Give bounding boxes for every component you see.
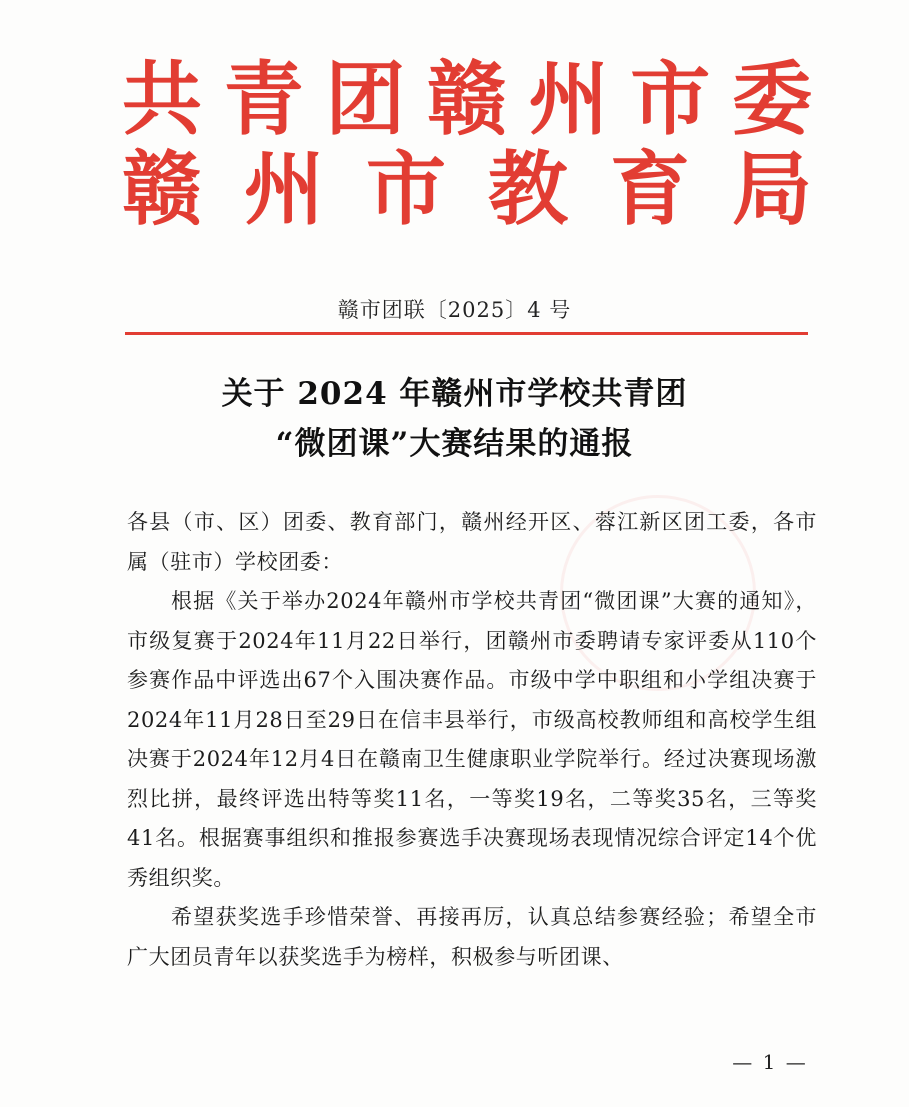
issuer-char: 委	[731, 53, 812, 146]
body-paragraph-1: 根据《关于举办2024年赣州市学校共青团“微团课”大赛的通知》，市级复赛于2024年11月22日举行，团赣州市委聘请专家评委从110个参赛作品中评选出67个入围决赛作品。市级中学中职组和小学组决赛于2024年11月28日至29日在信丰县举行，市级高校教师组和高校学生组决赛于2024年12月4日在赣南卫生健康职业学院举行。经过决赛现场激烈比拼，最终评选出特等奖11名，一等奖19名，二等奖35名，三等奖41名。根据赛事组织和推报参赛选手决赛现场表现情况综合评定14个优秀组织奖。	[127, 589, 817, 890]
issuer-char: 青	[223, 53, 304, 146]
issuer-header-line-2	[122, 143, 812, 236]
issuer-char: 市	[366, 143, 446, 236]
issuer-char: 教	[488, 143, 568, 236]
document-title-line-1: 关于 2024 年赣州市学校共青团	[221, 376, 688, 412]
issuer-char: 育	[610, 143, 690, 236]
issuer-char: 市	[630, 53, 711, 146]
red-divider-line	[125, 332, 808, 335]
issuer-header-line-1	[122, 53, 812, 146]
issuer-char: 州	[528, 53, 609, 146]
page-number: — 1 —	[732, 1050, 808, 1074]
issuer-char: 赣	[426, 53, 507, 146]
issuer-char: 局	[732, 143, 812, 236]
issuer-char: 赣	[122, 143, 202, 236]
document-body	[127, 503, 817, 977]
body-paragraph-2: 希望获奖选手珍惜荣誉、再接再厉，认真总结参赛经验；希望全市广大团员青年以获奖选手为榜样，积极参与听团课、	[127, 905, 817, 969]
issuer-char: 州	[244, 143, 324, 236]
issuer-char: 团	[325, 53, 406, 146]
addressee-paragraph: 各县（市、区）团委、教育部门，赣州经开区、蓉江新区团工委，各市属（驻市）学校团委：	[127, 510, 817, 574]
document-number: 赣市团联〔2025〕4 号	[337, 298, 572, 322]
issuer-char: 共	[122, 53, 202, 146]
document-title-line-2: “微团课”大赛结果的通报	[275, 426, 634, 462]
